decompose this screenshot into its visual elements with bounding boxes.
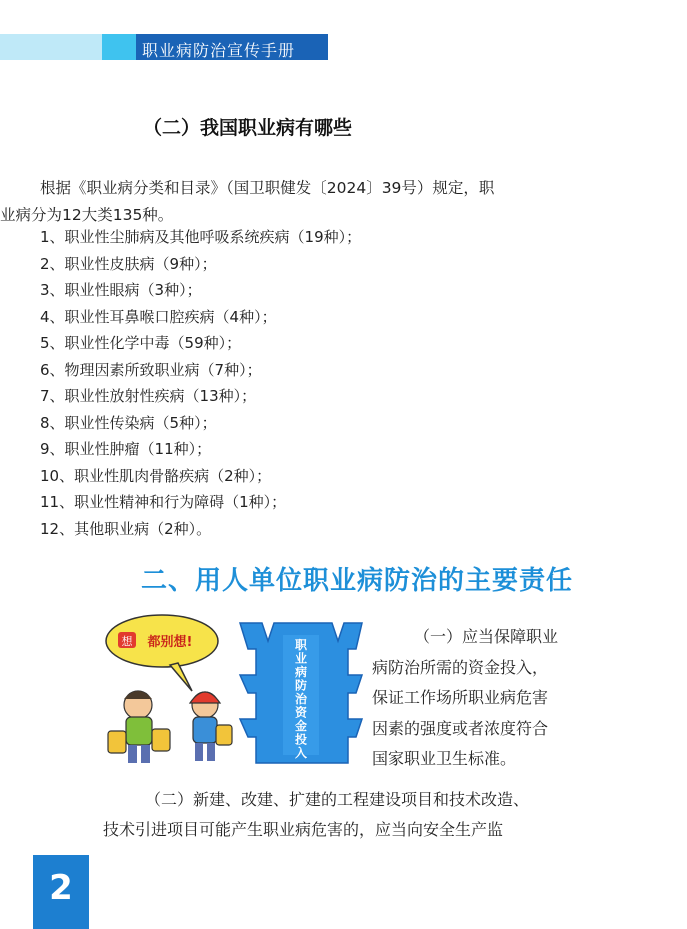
banner-char: 职 bbox=[294, 638, 308, 652]
responsibility-2-line: （二）新建、改建、扩建的工程建设项目和技术改造、 bbox=[145, 790, 530, 809]
responsibility-1-line: 因素的强度或者浓度符合 bbox=[372, 718, 549, 738]
worker-left-figure bbox=[108, 691, 170, 763]
intro-line-1: 根据《职业病分类和目录》（国卫职健发〔2024〕39号）规定，职 bbox=[40, 179, 495, 197]
list-item: 10、职业性肌肉骨骼疾病（2种）； bbox=[40, 466, 272, 485]
banner-char: 金 bbox=[294, 719, 308, 733]
section-title: 二、用人单位职业病防治的主要责任 bbox=[141, 566, 574, 596]
responsibility-1-paragraph bbox=[372, 622, 592, 775]
banner-char: 资 bbox=[294, 705, 308, 720]
page-number: 2 bbox=[49, 868, 73, 908]
list-item: 9、职业性肿瘤（11种）； bbox=[40, 440, 212, 458]
banner-char: 投 bbox=[294, 732, 308, 747]
intro-paragraph bbox=[0, 175, 600, 229]
responsibility-1-line: 国家职业卫生标准。 bbox=[372, 749, 517, 768]
bubble-badge-text: 想 bbox=[121, 635, 133, 648]
list-item: 7、职业性放射性疾病（13种）； bbox=[40, 387, 257, 405]
responsibility-2-line: 技术引进项目可能产生职业病危害的，应当向安全生产监 bbox=[103, 820, 504, 839]
handbook-title: 职业病防治宣传手册 bbox=[142, 41, 296, 60]
header-bar-mid bbox=[102, 34, 136, 60]
list-item: 5、职业性化学中毒（59种）； bbox=[40, 334, 242, 352]
banner-char: 业 bbox=[294, 651, 308, 666]
banner-char: 防 bbox=[294, 678, 308, 693]
speech-bubble bbox=[106, 615, 218, 691]
list-item: 6、物理因素所致职业病（7种）； bbox=[40, 360, 262, 379]
responsibility-2-paragraph bbox=[103, 785, 583, 845]
list-item: 12、其他职业病（2种）。 bbox=[40, 519, 212, 538]
worker-right-figure bbox=[190, 692, 232, 761]
list-item: 2、职业性皮肤病（9种）； bbox=[40, 254, 217, 273]
list-item: 3、职业性眼病（3种）； bbox=[40, 281, 202, 299]
list-item: 4、职业性耳鼻喉口腔疾病（4种）； bbox=[40, 307, 277, 326]
funding-illustration bbox=[100, 613, 368, 768]
section-subheading: （二）我国职业病有哪些 bbox=[143, 117, 353, 139]
list-item: 11、职业性精神和行为障碍（1种）； bbox=[40, 493, 287, 511]
disease-category-list bbox=[40, 228, 361, 546]
responsibility-1-line: 保证工作场所职业病危害 bbox=[372, 688, 549, 707]
list-item: 1、职业性尘肺病及其他呼吸系统疾病（19种）； bbox=[40, 228, 362, 246]
header-bar-light bbox=[0, 34, 102, 60]
banner-char: 入 bbox=[294, 746, 308, 760]
banner-char: 病 bbox=[294, 665, 308, 679]
bubble-text: 都别想! bbox=[147, 635, 193, 650]
banner-text bbox=[294, 637, 308, 760]
responsibility-1-line: （一）应当保障职业 bbox=[414, 627, 559, 646]
intro-line-2: 业病分为12大类135种。 bbox=[0, 206, 174, 224]
responsibility-1-line: 病防治所需的资金投入， bbox=[372, 657, 549, 677]
list-item: 8、职业性传染病（5种）； bbox=[40, 413, 217, 432]
banner-char: 治 bbox=[294, 692, 308, 706]
